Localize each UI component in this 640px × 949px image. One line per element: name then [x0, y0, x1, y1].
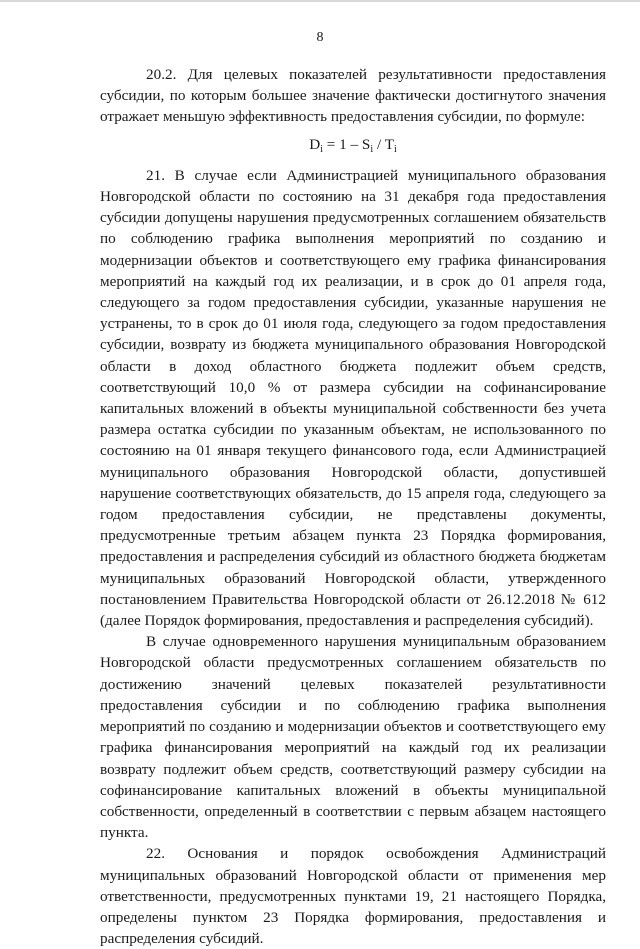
formula	[100, 134, 606, 155]
formula-t-sub: i	[393, 143, 397, 155]
paragraph-21: 21. В случае если Администрацией муниципального образования Новгородской области по состоянию на 31 декабря года предоставления субсидии допущены нарушения предусмотренных соглашением обязательств по соблюдению графика выполнения мероприятий по созданию и модернизации объектов и соответствующего ему графика финансирования мероприятий на каждый год их реализации, и в срок до 01 апреля года, следующего за годом предоставления субсидии, указанные нарушения не устранены, то в срок до 01 июля года, следующего за годом предоставления субсидии, возврату из бюджета муниципального образования Новгородской области в доход областного бюджета подлежит объем средств, соответствующий 10,0 % от размера субсидии на софинансирование капитальных вложений в объекты муниципальной собственности без учета размера остатка субсидии по указанным объектам, не использованного по состоянию на 01 января текущего финансового года, если Администрацией муниципального образования Новгородской области, допустившей нарушение соответствующих обязательств, до 15 апреля года, следующего за годом предоставления субсидии, не представлены документы, предусмотренные третьим абзацем пункта 23 Порядка формирования, предоставления и распределения субсидий из областного бюджета бюджетам муниципальных образований Новгородской области, утвержденного постановлением Правительства Новгородской области от 26.12.2018 № 612 (далее Порядок формирования, предоставления и распределения субсидий).	[100, 166, 606, 630]
paragraph-22: 22. Основания и порядок освобождения Администраций муниципальных образований Новгородской области от применения мер ответственности, предусмотренных пунктами 19, 21 настоящего Порядка, определены пунктом 23 Порядка формирования, предоставления и распределения субсидий.	[100, 845, 606, 948]
formula-d: D	[309, 135, 321, 153]
formula-divide: /	[373, 135, 385, 153]
formula-s: S	[361, 135, 371, 153]
formula-t: T	[384, 135, 394, 153]
paragraph-20-2: 20.2. Для целевых показателей результативности предоставления субсидии, по которым большее значение фактически достигнутого значения отражает меньшую эффективность предоставления субсидии, по формуле:	[100, 66, 606, 126]
page-number: 8	[316, 30, 324, 45]
formula-equals: = 1 –	[322, 135, 362, 153]
scan-top-edge	[0, 0, 640, 2]
formula-d-sub: i	[320, 143, 323, 155]
document-body	[100, 64, 606, 949]
formula-s-sub: i	[370, 143, 374, 155]
paragraph-21-second: В случае одновременного нарушения муниципальным образованием Новгородской области предусмотренных соглашением обязательств по достижению значений целевых показателей результативности предоставления субсидии и по соблюдению графика выполнения мероприятий по созданию и модернизации объектов и соответствующего ему графика финансирования мероприятий на каждый год их реализации возврату подлежит объем средств, соответствующий размеру субсидии на софинансирование капитальных вложений в объекты муниципальной собственности, определенный в соответствии с первым абзацем настоящего пункта.	[100, 633, 606, 842]
